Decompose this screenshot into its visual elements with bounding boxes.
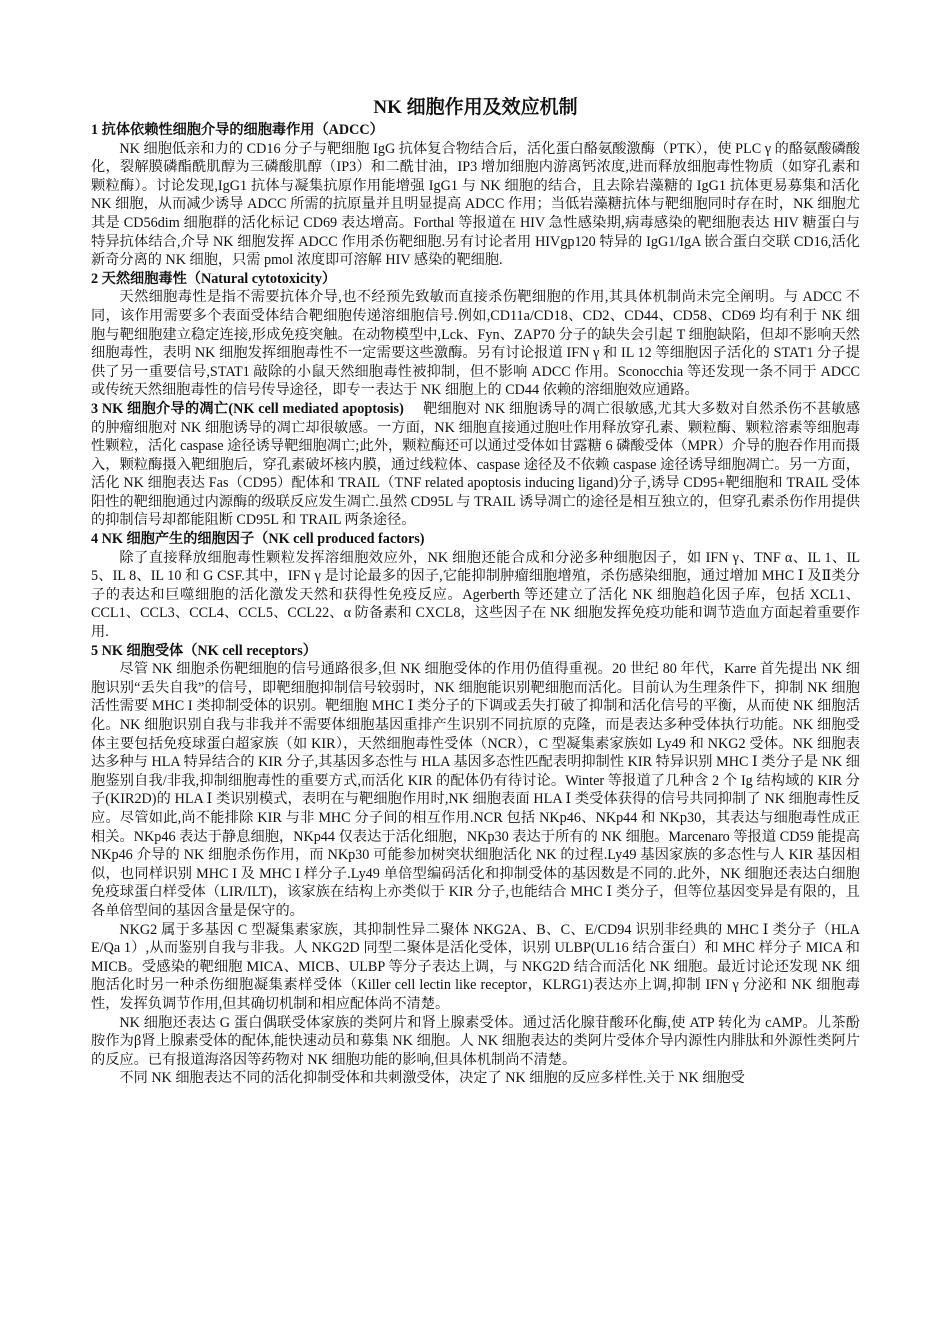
paragraph: 尽管 NK 细胞杀伤靶细胞的信号通路很多,但 NK 细胞受体的作用仍值得重视。20 世纪 80 年代，Karre 首先提出 NK 细胞识别“丢失自我”的信号，即靶细胞抑制信号较弱时，NK 细胞能识别靶细胞而活化。目前认为生理条件下，抑制 NK 细胞活性需要 MHC I 类抑制受体的识别。靶细胞 MHC Ⅰ 类分子的下调或丢失打破了抑制和活化信号的平衡，从而使 NK 细胞活化。NK 细胞识别自我与非我并不需要体细胞基因重排产生识别不同抗原的克隆，而是表达多种受体执行功能。NK 细胞受体主要包括免疫球蛋白超家族（如 KIR），天然细胞毒性受体（NCR），C 型凝集素家族如 Ly49 和 NKG2 受体。NK 细胞表达多种与 HLA 特异结合的 KIR 分子,其基因多态性与 HLA 基因多态性匹配表明抑制性 KIR 特异识别 MHC Ⅰ 类分子是 NK 细胞鉴别自我/非我,抑制细胞毒性的重要方式,而活化 KIR 的配体仍有待讨论。Winter 等报道了几种含 2 个 Ig 结构域的 KIR 分子(KIR2D)的 HLA Ⅰ 类识别模式，表明在与靶细胞作用时,NK 细胞表面 HLA Ⅰ 类受体获得的信号共同抑制了 NK 细胞毒性反应。尽管如此,尚不能排除 KIR 与非 MHC 分子间的相互作用.NCR 包括 NKp46、NKp44 和 NKp30，其表达与细胞毒性成正相关。NKp46 表达于静息细胞，NKp44 仅表达于活化细胞，NKp30 表达于所有的 NK 细胞。Marcenaro 等报道 CD59 能提高 NKp46 介导的 NK 细胞杀伤作用，而 NKp30 可能参加树突状细胞活化 NK 的过程.Ly49 基因家族的多态性与人 KIR 基因相似，也同样识别 MHC I 及 MHC I 样分子.Ly49 单倍型编码活化和抑制受体的基因数是不同的.此外，NK 细胞还表达白细胞免疫球蛋白样受体（LIR/ILT)，该家族在结构上亦类似于 KIR 分子,也能结合 MHC Ⅰ 类分子，但等位基因变异是有限的，且各单倍型间的基因含量是保守的。 [91,661,860,919]
paragraph: NKG2 属于多基因 C 型凝集素家族，其抑制性异二聚体 NKG2A、B、C、E/CD94 识别非经典的 MHC Ⅰ 类分子（HLA E/Qa 1）,从而鉴别自我与非我。人 NKG2D 同型二聚体是活化受体，识别 ULBP(UL16 结合蛋白）和 MHC 样分子 MICA 和 MICB。受感染的靶细胞 MICA、MICB、ULBP 等分子表达上调，与 NKG2D 结合而活化 NK 细胞。最近讨论还发现 NK 细胞活化时另一种杀伤细胞凝集素样受体（Killer cell lectin like receptor，KLRG1)表达亦上调,抑制 IFN γ 分泌和 NK 细胞毒性，发挥负调节作用,但其确切机制和相应配体尚不清楚。 [91,921,860,1012]
paragraph: 不同 NK 细胞表达不同的活化抑制受体和共刺激受体，决定了 NK 细胞的反应多样性.关于 NK 细胞受 [119,1070,745,1087]
paragraph: 靶细胞对 NK 细胞诱导的凋亡很敏感,尤其大多数对自然杀伤不甚敏感的肿瘤细胞对 NK 细胞诱导的凋亡却很敏感。一方面，NK 细胞直接通过胞吐作用释放穿孔素、颗粒酶、颗粒溶素等细胞毒性颗粒，活化 caspase 途径诱导靶细胞凋亡;此外，颗粒酶还可以通过受体如甘露糖 6 磷酸受体（MPR）介导的胞吞作用而摄入，颗粒酶摄入靶细胞后，穿孔素破坏核内膜，通过线粒体、caspase 途径及不依赖 caspase 途径诱导细胞凋亡。另一方面，活化 NK 细胞表达 Fas（CD95）配体和 TRAIL（TNF related apoptosis inducing ligand)分子,诱导 CD95+靶细胞和 TRAIL 受体阳性的靶细胞通过内源酶的级联反应发生凋亡.虽然 CD95L 与 TRAIL 诱导凋亡的途径是相互独立的，但穿孔素杀伤作用提供的抑制信号却都能阻断 CD95L 和 TRAIL 两条途径。 [91,400,861,529]
paragraph: 天然细胞毒性是指不需要抗体介导,也不经预先致敏而直接杀伤靶细胞的作用,其具体机制尚未完全阐明。与 ADCC 不同，该作用需要多个表面受体结合靶细胞传递溶细胞信号.例如,CD11a/CD18、CD2、CD44、CD58、CD69 均有利于 NK 细胞与靶细胞建立稳定连接,形成免疫突触。在动物模型中,Lck、Fyn、ZAP70 分子的缺失会引起 T 细胞缺陷，但却不影响天然细胞毒性，表明 NK 细胞发挥细胞毒性不一定需要这些激酶。另有讨论报道 IFN γ 和 IL 12 等细胞因子活化的 STAT1 分子提供了另一重要信号,STAT1 敲除的小鼠天然细胞毒性被抑制，但不影响 ADCC 作用。Sconocchia 等还发现一条不同于 ADCC 或传统天然细胞毒性的信号传导途径，即专一表达于 NK 细胞上的 CD44 依赖的溶细胞效应通路。 [91,289,860,399]
section-heading: 1 抗体依赖性细胞介导的细胞毒作用（ADCC） [91,122,384,138]
paragraph: 除了直接释放细胞毒性颗粒发挥溶细胞效应外，NK 细胞还能合成和分泌多种细胞因子，如 IFN γ、TNF α、IL 1、IL 5、IL 8、IL 10 和 G CSF.其中，IFN γ 是讨论最多的因子,它能抑制肿瘤细胞增殖，杀伤感染细胞，通过增加 MHC Ⅰ 及Ⅱ类分子的表达和巨噬细胞的活化激发天然和获得性免疫反应。Agerberth 等还建立了活化 NK 细胞趋化因子库，包括 XCL1、CCL1、CCL3、CCL4、CCL5、CCL22、α 防备素和 CXCL8，这些因子在 NK 细胞发挥免疫功能和调节造血方面起着重要作用. [91,549,860,641]
section-heading: 3 NK 细胞介导的凋亡(NK cell mediated apoptosis) [91,400,404,417]
section-apoptosis [91,400,860,530]
section-receptors [91,642,860,1088]
section-heading: 2 天然细胞毒性（Natural cytotoxicity） [91,270,337,287]
section-adcc [91,121,860,270]
section-natural-cytotoxicity [91,270,860,400]
paragraph: NK 细胞还表达 G 蛋白偶联受体家族的类阿片和肾上腺素受体。通过活化腺苷酸环化酶,使 ATP 转化为 cAMP。儿茶酚胺作为β肾上腺素受体的配体,能快速动员和募集 NK 细胞。人 NK 细胞表达的类阿片受体介导内源性内腓肽和外源性类阿片的反应。已有报道海洛因等药物对 NK 细胞功能的影响,但具体机制尚不清楚。 [91,1014,860,1068]
section-cytokines [91,530,860,642]
section-heading: 5 NK 细胞受体（NK cell receptors） [91,642,317,659]
paragraph-with-inline-heading [91,400,860,530]
paragraph: NK 细胞低亲和力的 CD16 分子与靶细胞 IgG 抗体复合物结合后，活化蛋白酪氨酸激酶（PTK），使 PLC γ 的酪氨酸磷酸化，裂解膜磷酯酰肌醇为三磷酸肌醇（IP3）和二酰甘油，IP3 增加细胞内游离钙浓度,进而释放细胞毒性物质（如穿孔素和颗粒酶）。讨论发现,IgG1 抗体与凝集抗原作用能增强 IgG1 与 NK 细胞的结合，且去除岩藻糖的 IgG1 抗体更易募集和活化 NK 细胞，从而减少诱导 ADCC 所需的抗原量并且明显提高 ADCC 作用；当低岩藻糖抗体与靶细胞同时存在时，NK 细胞尤其是 CD56dim 细胞群的活化标记 CD69 表达增高。Forthal 等报道在 HIV 急性感染期,病毒感染的靶细胞表达 HIV 糖蛋白与特异抗体结合,介导 NK 细胞发挥 ADCC 作用杀伤靶细胞.另有讨论者用 HIVgp120 特异的 IgG1/IgA 嵌合蛋白交联 CD16,活化新奇分离的 NK 细胞，只需 pmol 浓度即可溶解 HIV 感染的靶细胞. [91,140,860,269]
document-title: NK 细胞作用及效应机制 [373,97,578,118]
section-heading: 4 NK 细胞产生的细胞因子（NK cell produced factors) [91,531,425,548]
